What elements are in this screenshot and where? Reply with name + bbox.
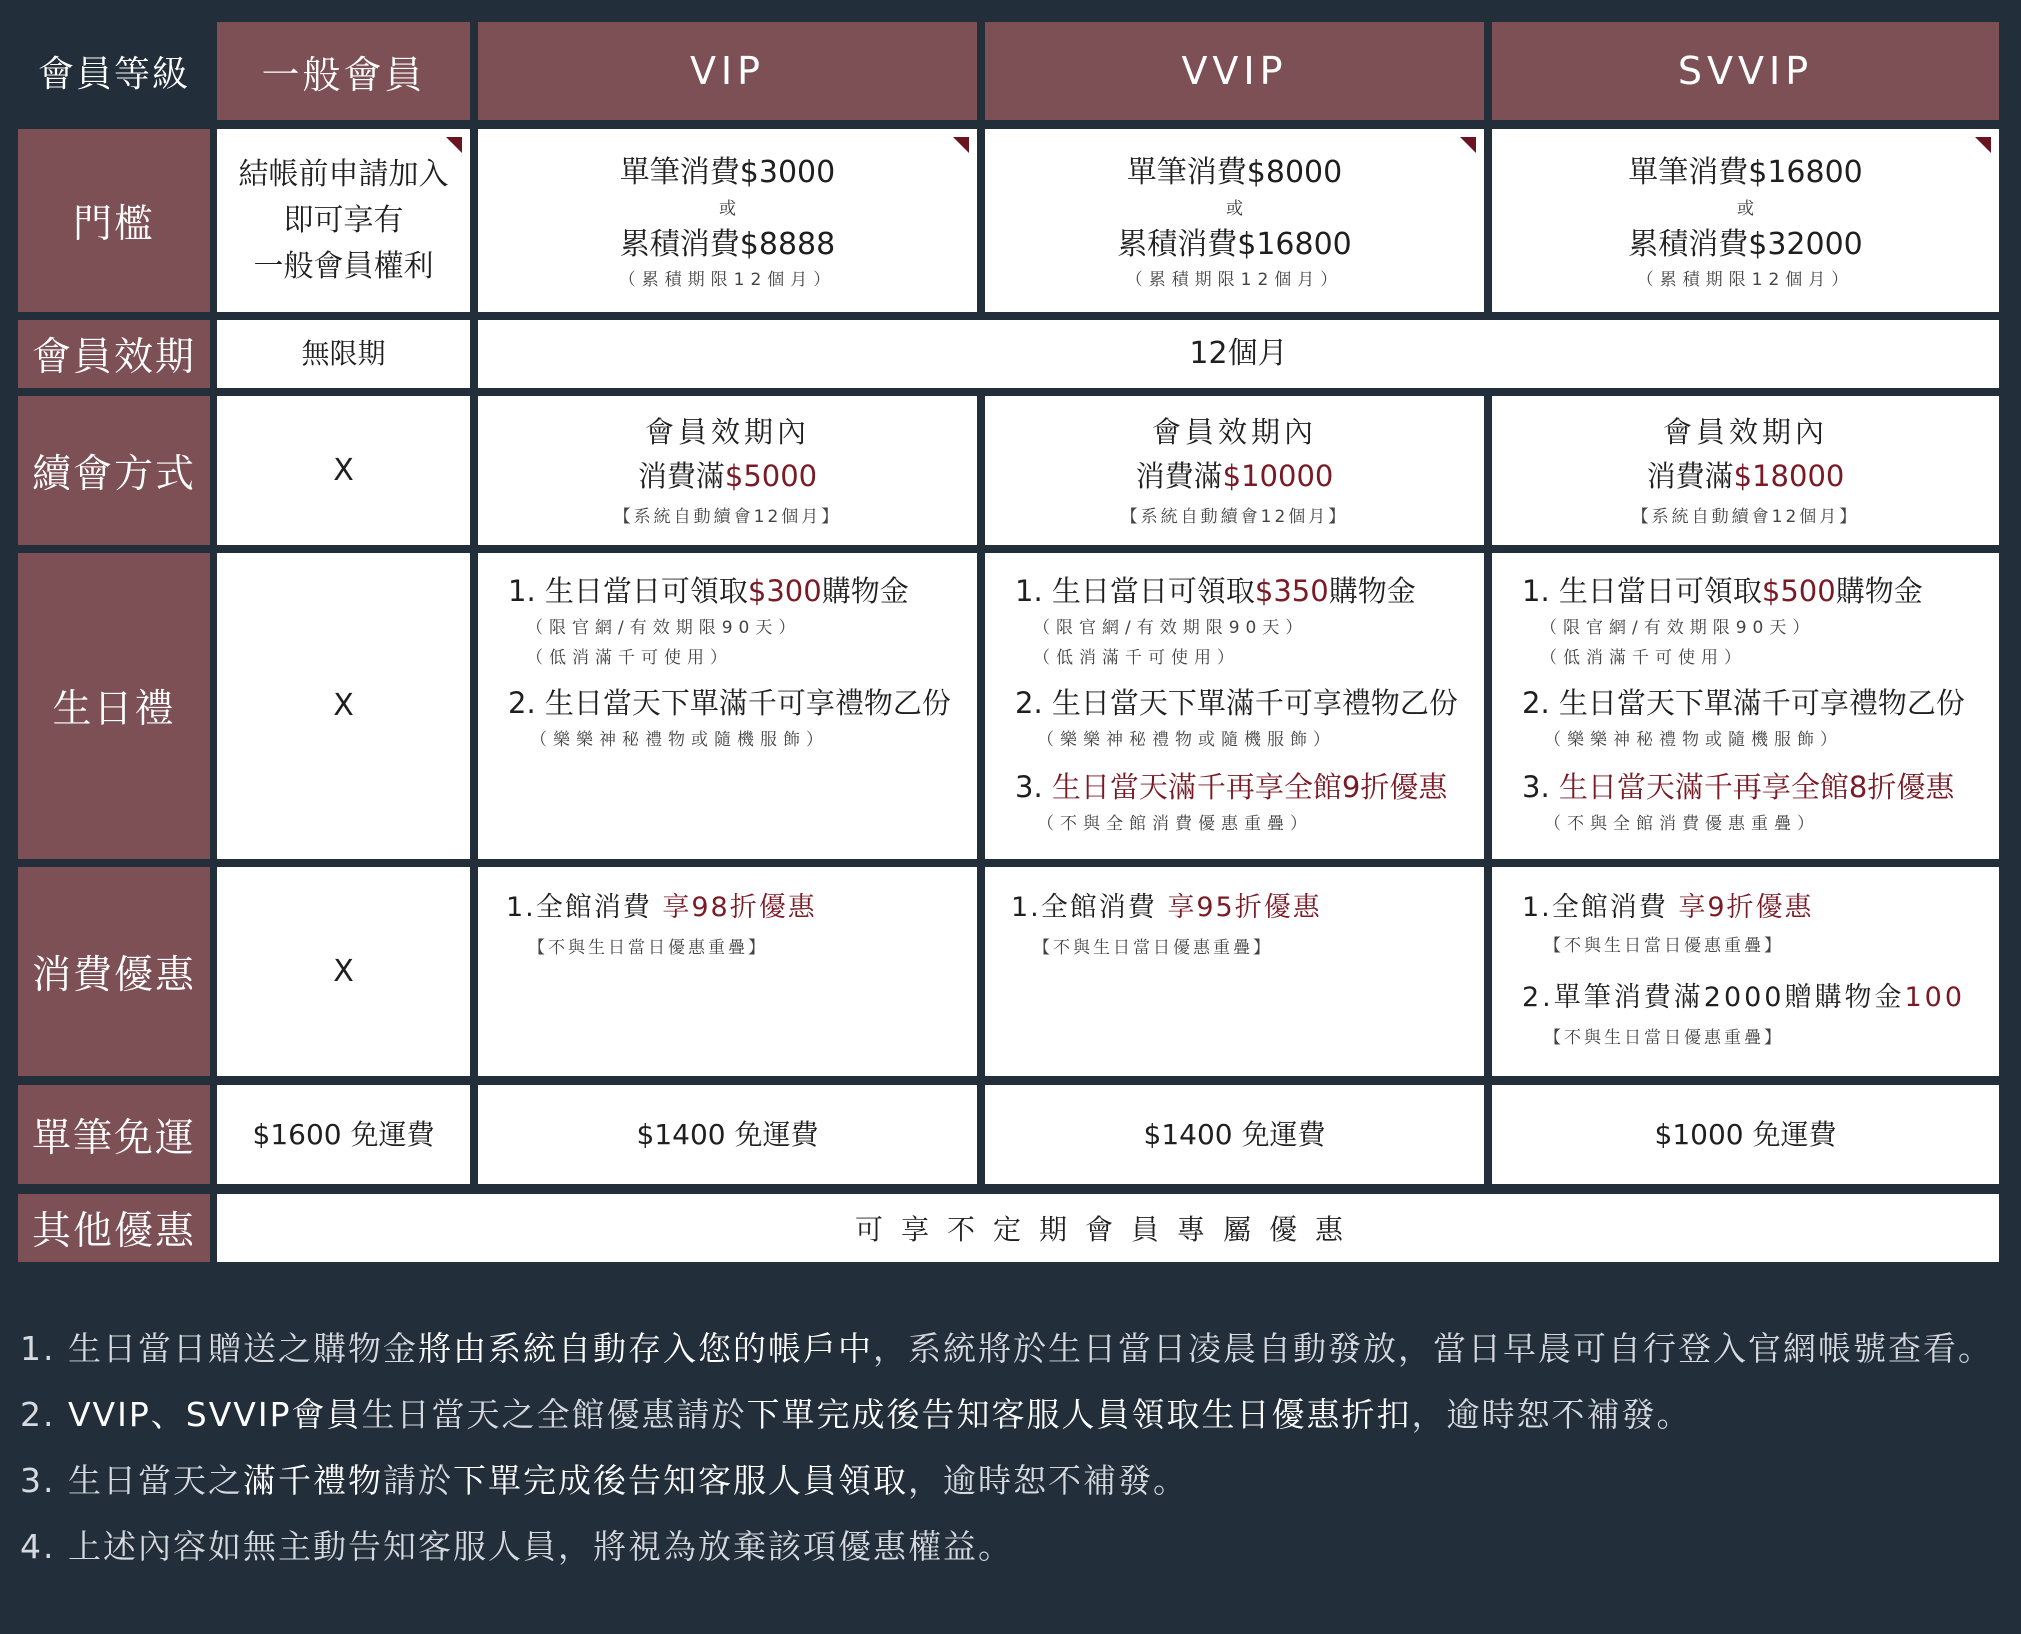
discount-vip-item1-deal: 享98折優惠: [662, 892, 817, 923]
birthday-svvip-item1-post: 購物金: [1835, 574, 1923, 608]
discount-svvip-item1-deal: 享9折優惠: [1678, 892, 1814, 923]
birthday-svvip-item1-pre: 1. 生日當日可領取: [1522, 574, 1762, 608]
note-3-part-e: ，逾時恕不補發。: [907, 1461, 1188, 1500]
note-2-part-a: 2.: [20, 1395, 68, 1434]
threshold-general-line2: 即可享有: [283, 202, 404, 238]
corner-marker-icon: [953, 137, 969, 153]
note-1-part-b: 將由系統自動存入您的帳戶中: [417, 1329, 873, 1368]
note-3-part-a: 3. 生日當天之: [20, 1461, 243, 1500]
discount-svvip-item2-note: 【不與生日當日優惠重疊】: [1544, 1028, 1784, 1048]
discount-vvip-cell: [985, 867, 1484, 1076]
other-value: 可享不定期會員專屬優惠: [217, 1194, 1999, 1262]
threshold-vvip-note: （累積期限12個月）: [1125, 269, 1344, 290]
corner-marker-icon: [446, 137, 462, 153]
discount-svvip-item2-amount: 100: [1904, 982, 1966, 1013]
note-2: [20, 1382, 2010, 1448]
renewal-svvip-amount: $18000: [1733, 458, 1845, 493]
shipping-vip-value: $1400 免運費: [478, 1085, 977, 1184]
threshold-svvip-cell: [1492, 129, 1999, 312]
discount-svvip-item1-note: 【不與生日當日優惠重疊】: [1544, 936, 1784, 956]
birthday-svvip-cell: [1492, 553, 1999, 859]
threshold-general-cell: [217, 129, 470, 312]
birthday-vip-item2: 2. 生日當天下單滿千可享禮物乙份: [508, 686, 951, 720]
discount-vvip-item1-pre: 1.全館消費: [1011, 892, 1157, 923]
renewal-vip-amount: $5000: [724, 458, 818, 493]
birthday-vip-item1-post: 購物金: [821, 574, 909, 608]
shipping-label: 單筆免運: [18, 1085, 210, 1184]
tier-svvip-header: SVVIP: [1492, 22, 1999, 120]
birthday-vvip-item3-num: 3.: [1015, 770, 1052, 804]
renewal-svvip-prefix: 消費滿: [1646, 458, 1734, 493]
birthday-svvip-item1-note1: （限官網/有效期限90天）: [1540, 618, 1816, 638]
birthday-svvip-item2: 2. 生日當天下單滿千可享禮物乙份: [1522, 686, 1965, 720]
threshold-vip-or: 或: [719, 198, 736, 219]
birthday-svvip-item3: 生日當天滿千再享全館8折優惠: [1558, 770, 1955, 804]
birthday-vip-item1-note2: （低消滿千可使用）: [526, 648, 733, 668]
note-2-part-c: 生日當天之全館優惠請於: [361, 1395, 747, 1434]
threshold-vvip-accum: 累積消費$16800: [1117, 226, 1352, 262]
discount-vip-item1-note: 【不與生日當日優惠重疊】: [528, 938, 768, 958]
birthday-vip-item1-note1: （限官網/有效期限90天）: [526, 618, 802, 638]
renewal-label: 續會方式: [18, 396, 210, 545]
validity-general-value: 無限期: [217, 320, 470, 388]
birthday-svvip-item2-note: （樂樂神秘禮物或隨機服飾）: [1544, 730, 1843, 750]
note-1: [20, 1316, 2010, 1382]
renewal-vvip-cell: [985, 396, 1484, 545]
other-label: 其他優惠: [18, 1194, 210, 1262]
renewal-svvip-note: 【系統自動續會12個月】: [1631, 506, 1860, 527]
corner-marker-icon: [1460, 137, 1476, 153]
birthday-vvip-item3-note: （不與全館消費優惠重疊）: [1037, 814, 1313, 834]
birthday-vip-item2-note: （樂樂神秘禮物或隨機服飾）: [530, 730, 829, 750]
note-1-part-c: ，系統將於生日當日凌晨自動發放，當日早晨可自行登入官網帳號查看。: [872, 1329, 1993, 1368]
threshold-vip-accum: 累積消費$8888: [619, 226, 836, 262]
tier-vvip-header: VVIP: [985, 22, 1484, 120]
birthday-vvip-item1-note1: （限官網/有效期限90天）: [1033, 618, 1309, 638]
threshold-vvip-or: 或: [1226, 198, 1243, 219]
discount-vvip-item1-note: 【不與生日當日優惠重疊】: [1033, 938, 1273, 958]
renewal-svvip-cell: [1492, 396, 1999, 545]
birthday-label: 生日禮: [18, 553, 210, 859]
birthday-vvip-item1-post: 購物金: [1328, 574, 1416, 608]
discount-vip-cell: [478, 867, 977, 1076]
renewal-vvip-note: 【系統自動續會12個月】: [1120, 506, 1349, 527]
note-3-part-c: 請於: [382, 1461, 453, 1500]
renewal-vvip-prefix: 消費滿: [1135, 458, 1223, 493]
birthday-svvip-item3-note: （不與全館消費優惠重疊）: [1544, 814, 1820, 834]
note-2-part-b: VVIP、SVVIP會員: [67, 1395, 362, 1434]
threshold-svvip-note: （累積期限12個月）: [1636, 269, 1855, 290]
birthday-vvip-item1-note2: （低消滿千可使用）: [1033, 648, 1240, 668]
discount-svvip-item2-pre: 2.單筆消費滿2000贈購物金: [1522, 982, 1905, 1013]
threshold-vvip-cell: [985, 129, 1484, 312]
threshold-vvip-single: 單筆消費$8000: [1126, 154, 1343, 190]
tier-general-header: 一般會員: [217, 22, 470, 120]
note-4: 4. 上述內容如無主動告知客服人員，將視為放棄該項優惠權益。: [20, 1527, 1013, 1566]
validity-paid-value: 12個月: [478, 320, 1999, 388]
validity-label: 會員效期: [18, 320, 210, 388]
renewal-vip-note: 【系統自動續會12個月】: [613, 506, 842, 527]
corner-marker-icon: [1975, 137, 1991, 153]
shipping-general-value: $1600 免運費: [217, 1085, 470, 1184]
note-2-part-e: ，逾時恕不補發。: [1411, 1395, 1692, 1434]
birthday-vvip-item2-note: （樂樂神秘禮物或隨機服飾）: [1037, 730, 1336, 750]
shipping-vvip-value: $1400 免運費: [985, 1085, 1484, 1184]
renewal-vvip-line1: 會員效期內: [1151, 414, 1317, 449]
birthday-svvip-item1-amount: $500: [1761, 574, 1836, 608]
renewal-svvip-line1: 會員效期內: [1662, 414, 1828, 449]
discount-svvip-item1-pre: 1.全館消費: [1522, 892, 1668, 923]
renewal-vip-prefix: 消費滿: [637, 458, 725, 493]
birthday-vvip-item2: 2. 生日當天下單滿千可享禮物乙份: [1015, 686, 1458, 720]
birthday-vvip-item1-amount: $350: [1254, 574, 1329, 608]
threshold-svvip-accum: 累積消費$32000: [1628, 226, 1863, 262]
note-3-part-b: 滿千禮物: [242, 1461, 383, 1500]
discount-svvip-cell: [1492, 867, 1999, 1076]
tier-vip-header: VIP: [478, 22, 977, 120]
threshold-vip-note: （累積期限12個月）: [618, 269, 837, 290]
discount-vip-item1-pre: 1.全館消費: [506, 892, 652, 923]
renewal-vvip-amount: $10000: [1222, 458, 1334, 493]
birthday-general-value: X: [217, 553, 470, 859]
birthday-svvip-item1-note2: （低消滿千可使用）: [1540, 648, 1747, 668]
threshold-general-line1: 結帳前申請加入: [238, 156, 449, 192]
threshold-label: 門檻: [18, 129, 210, 312]
threshold-svvip-or: 或: [1737, 198, 1754, 219]
header-corner-label: 會員等級: [37, 53, 190, 95]
renewal-general-value: X: [217, 396, 470, 545]
threshold-vip-single: 單筆消費$3000: [619, 154, 836, 190]
notes-section: [20, 1316, 2010, 1580]
renewal-vip-line1: 會員效期內: [644, 414, 810, 449]
shipping-svvip-value: $1000 免運費: [1492, 1085, 1999, 1184]
birthday-vvip-item3: 生日當天滿千再享全館9折優惠: [1051, 770, 1448, 804]
renewal-vip-cell: [478, 396, 977, 545]
note-3: [20, 1448, 2010, 1514]
birthday-vvip-item1-pre: 1. 生日當日可領取: [1015, 574, 1255, 608]
discount-label: 消費優惠: [18, 867, 210, 1076]
birthday-vip-item1-pre: 1. 生日當日可領取: [508, 574, 748, 608]
threshold-general-line3: 一般會員權利: [253, 248, 434, 284]
threshold-vip-cell: [478, 129, 977, 312]
birthday-vip-item1-amount: $300: [747, 574, 822, 608]
note-1-part-a: 1. 生日當日贈送之購物金: [20, 1329, 418, 1368]
birthday-svvip-item3-num: 3.: [1522, 770, 1559, 804]
note-3-part-d: 下單完成後告知客服人員領取: [452, 1461, 908, 1500]
discount-general-value: X: [217, 867, 470, 1076]
birthday-vvip-cell: [985, 553, 1484, 859]
discount-vvip-item1-deal: 享95折優惠: [1167, 892, 1322, 923]
birthday-vip-cell: [478, 553, 977, 859]
threshold-svvip-single: 單筆消費$16800: [1628, 154, 1863, 190]
note-2-part-d: 下單完成後告知客服人員領取生日優惠折扣: [746, 1395, 1412, 1434]
